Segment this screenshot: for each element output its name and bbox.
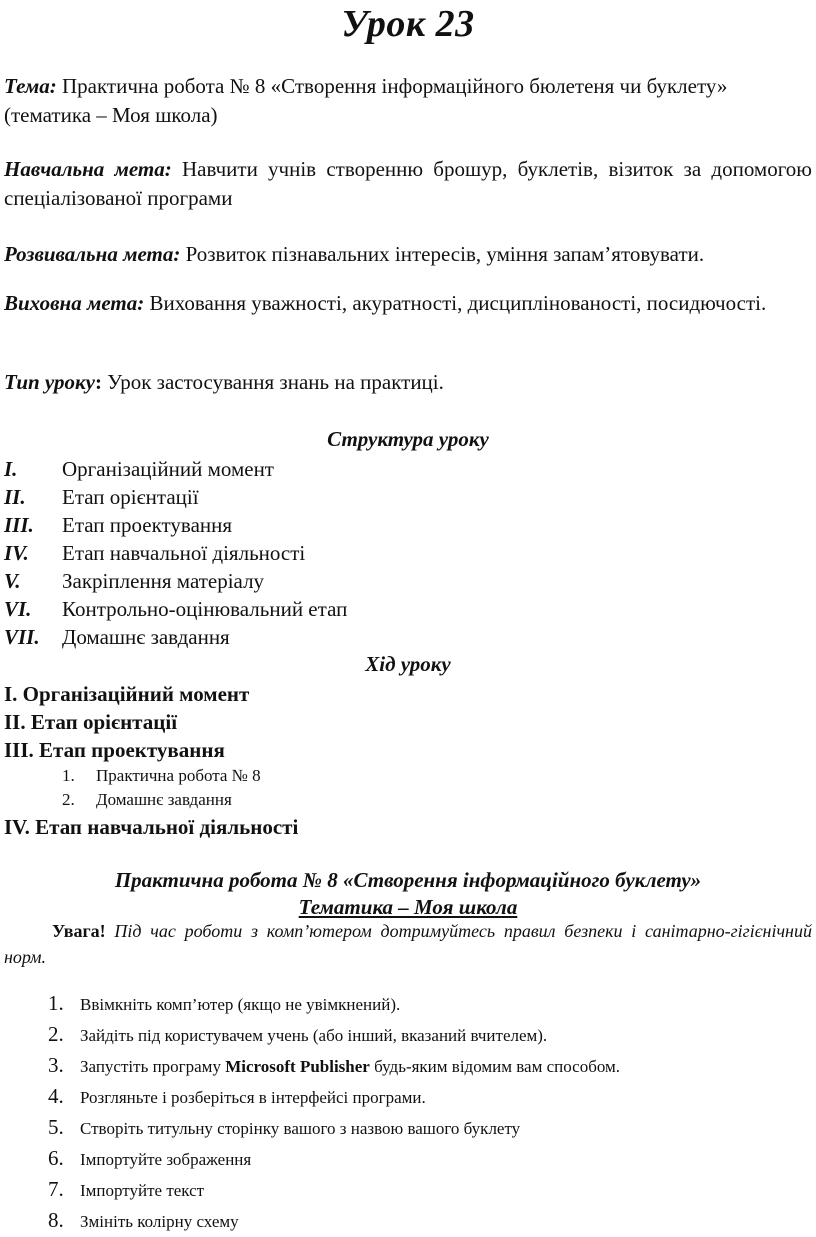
step-number: 7. [48,1177,64,1201]
step-number: 6. [48,1146,64,1170]
educational-goal-text: Навчити учнів створенню брошур, буклетів, візиток за допомогою спеціалізованої програми [4,157,812,210]
stage-3-item-number: 1. [62,766,75,785]
stage-4-heading: IV. Етап навчальної діяльності [4,815,299,839]
stage-2-heading: II. Етап орієнтації [4,710,178,734]
structure-item-text: Етап навчальної діяльності [62,541,306,565]
upbringing-goal-paragraph [4,289,812,318]
step-text: Ввімкніть комп’ютер (якщо не увімкнений). [80,995,401,1014]
step-number: 1. [48,991,64,1015]
structure-item-text: Організаційний момент [62,457,274,481]
structure-item-text: Етап проектування [62,513,233,537]
lesson-type-text: Урок застосування знань на практиці. [101,370,444,394]
stage-3-item [62,788,232,812]
step-item [48,1081,426,1113]
practical-work-subtitle-text: Тематика – Моя школа [298,895,518,919]
topic-text: Практична робота № 8 «Створення інформаційного бюлетеня чи буклету» (тематика – Моя школа) [4,74,728,127]
course-heading-text: Хід уроку [365,652,451,676]
stage-3-item-text: Домашнє завдання [96,790,232,809]
safety-warning-text: Під час роботи з комп’ютером дотримуйтесь правил безпеки і санітарно-гігієнічний норм. [4,921,812,967]
step-number: 5. [48,1115,64,1139]
developmental-goal-label: Розвивальна мета: [4,242,181,266]
upbringing-goal-text: Виховання уважності, акуратності, дисциплінованості, посидючості. [144,291,767,315]
step-number: 4. [48,1084,64,1108]
practical-work-subtitle [0,893,816,921]
structure-item-text: Етап орієнтації [62,485,199,509]
step-item [48,1174,204,1206]
stage-1-heading: I. Організаційний момент [4,682,250,706]
program-name: Microsoft Publisher [225,1057,370,1076]
step-text: Імпортуйте текст [80,1181,205,1200]
structure-item-number: VI. [4,597,32,621]
step-item [48,1019,547,1051]
stage-3-item-number: 2. [62,790,75,809]
step-text-before: Запустіть програму [80,1057,226,1076]
step-item [48,1112,520,1144]
lesson-type-colon: : [94,370,102,394]
structure-item-number: V. [4,569,21,593]
step-text: Зайдіть під користувачем учень (або інший, вказаний вчителем). [80,1026,548,1045]
lesson-title: Урок 23 [341,3,475,45]
structure-item-text: Домашнє завдання [62,625,230,649]
stage-3-item [62,764,261,788]
structure-item-text: Закріплення матеріалу [62,569,265,593]
step-item [48,1205,239,1237]
structure-item-number: IV. [4,541,29,565]
structure-item-number: VII. [4,625,40,649]
step-number: 2. [48,1022,64,1046]
safety-warning-label: Увага! [52,921,106,941]
step-item [48,1050,620,1082]
educational-goal-paragraph [4,155,812,213]
stage-3-heading: III. Етап проектування [4,738,225,762]
structure-item-text: Контрольно-оцінювальний етап [62,597,348,621]
developmental-goal-paragraph [4,240,812,269]
step-number: 3. [48,1053,64,1077]
structure-heading: Структура уроку [327,427,489,451]
structure-item-number: III. [4,513,34,537]
step-item [48,988,400,1020]
step-item [48,1143,251,1175]
practical-work-title: Практична робота № 8 «Створення інформаційного буклету» [114,868,702,892]
lesson-type-label: Тип уроку [4,370,95,394]
step-text-after: будь-яким відомим вам способом. [369,1057,621,1076]
structure-item-number: I. [4,457,18,481]
step-text: Змініть колірну схему [80,1212,239,1231]
safety-warning [4,918,812,970]
lesson-type-paragraph [4,368,812,397]
educational-goal-label: Навчальна мета: [4,157,172,181]
step-text: Розгляньте і розберіться в інтерфейсі програми. [80,1088,426,1107]
topic-paragraph [4,72,812,130]
course-heading [0,652,816,677]
upbringing-goal-label: Виховна мета: [4,291,145,315]
structure-item-number: II. [4,485,26,509]
step-number: 8. [48,1208,64,1232]
step-text: Імпортуйте зображення [80,1150,252,1169]
topic-label: Тема: [4,74,57,98]
stage-3-item-text: Практична робота № 8 [96,766,261,785]
developmental-goal-text: Розвиток пізнавальних інтересів, уміння запам’ятовувати. [180,242,705,266]
step-text: Створіть титульну сторінку вашого з назвою вашого буклету [80,1119,521,1138]
